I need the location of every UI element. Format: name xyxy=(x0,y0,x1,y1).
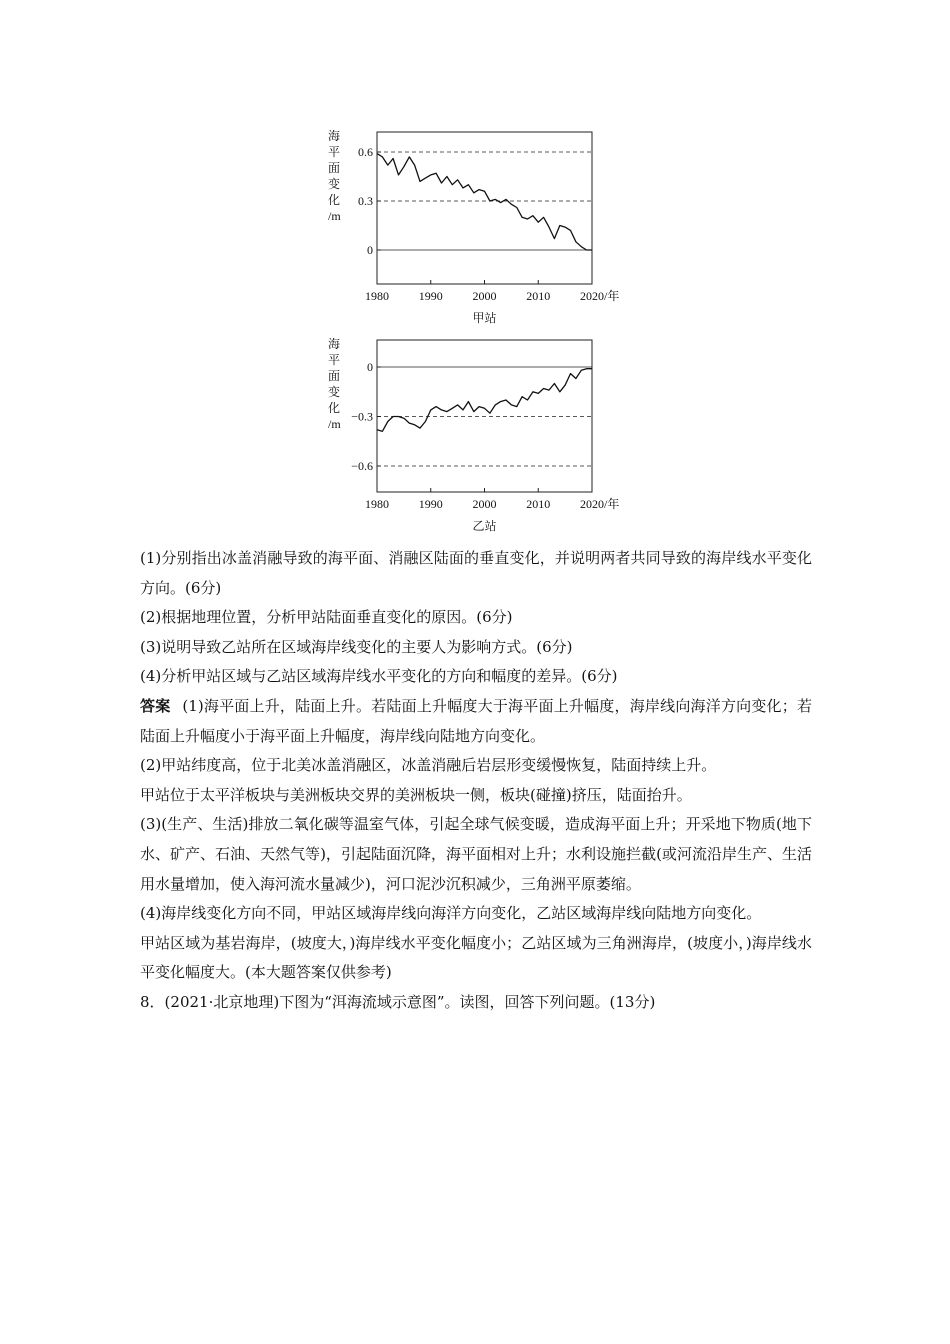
x-axis-label: /年 xyxy=(604,289,620,303)
x-tick-label: 1980 xyxy=(365,497,389,511)
answer-2b: 甲站位于太平洋板块与美洲板块交界的美洲板块一侧，板块(碰撞)挤压，陆面抬升。 xyxy=(140,785,692,804)
document-body xyxy=(140,544,812,1018)
answer-2a: (2)甲站纬度高，位于北美冰盖消融区，冰盖消融后岩层形变缓慢恢复，陆面持续上升。 xyxy=(140,756,717,775)
series-line xyxy=(377,154,592,250)
chart-station-yi xyxy=(320,330,640,538)
y-axis-label-char: 面 xyxy=(328,161,341,175)
chart-jia-svg xyxy=(320,122,640,330)
chart-caption: 乙站 xyxy=(472,519,497,533)
y-tick-label: 0.3 xyxy=(358,194,373,208)
x-tick-label: 2020 xyxy=(580,497,604,511)
y-axis-label-char: 化 xyxy=(328,193,341,207)
chart-caption: 甲站 xyxy=(472,311,497,325)
answer-label: 答案 xyxy=(140,696,171,715)
x-tick-label: 1990 xyxy=(418,497,443,511)
question-4: (4)分析甲站区域与乙站区域海岸线水平变化的方向和幅度的差异。(6分) xyxy=(140,667,618,686)
answer-4b: 甲站区域为基岩海岸，(坡度大，)海岸线水平变化幅度小；乙站区域为三角洲海岸，(坡度小，)海岸线水平变化幅度大。(本大题答案仅供参考) xyxy=(140,933,812,982)
question-2: (2)根据地理位置，分析甲站陆面垂直变化的原因。(6分) xyxy=(140,608,513,627)
y-tick-label: 0.6 xyxy=(358,145,373,159)
x-tick-label: 2000 xyxy=(472,289,497,303)
y-axis-label-char: 平 xyxy=(328,353,341,367)
series-line xyxy=(377,369,592,432)
y-tick-label: −0.3 xyxy=(351,409,373,424)
y-axis-label-char: /m xyxy=(328,209,341,223)
y-axis-label-char: 海 xyxy=(328,129,341,143)
x-tick-label: 1990 xyxy=(418,289,443,303)
x-tick-label: 2010 xyxy=(526,289,551,303)
question-1: (1)分别指出冰盖消融导致的海平面、消融区陆面的垂直变化，并说明两者共同导致的海岸线水平变化方向。(6分) xyxy=(140,549,812,597)
plot-frame xyxy=(377,340,592,492)
answer-1 xyxy=(140,692,812,751)
x-axis-label: /年 xyxy=(604,497,620,511)
next-question: 8．(2021·北京地理)下图为“洱海流域示意图”。读图，回答下列问题。(13分) xyxy=(140,992,656,1011)
y-tick-label: 0 xyxy=(367,360,373,374)
answer-3: (3)(生产、生活)排放二氧化碳等温室气体，引起全球气候变暖，造成海平面上升；开采地下物质(地下水、矿产、石油、天然气等)，引起陆面沉降，海平面相对上升；水利设施拦截(或河流沿岸生产、生活用水量增加，使入海河流水量减少)，河口泥沙沉积减少，三角洲平原萎缩。 xyxy=(140,815,812,893)
plot-frame xyxy=(377,132,592,284)
x-tick-label: 1980 xyxy=(365,289,389,303)
x-tick-label: 2020 xyxy=(580,289,604,303)
x-tick-label: 2000 xyxy=(472,497,497,511)
y-tick-label: 0 xyxy=(367,243,373,257)
x-tick-label: 2010 xyxy=(526,497,551,511)
question-3: (3)说明导致乙站所在区域海岸线变化的主要人为影响方式。(6分) xyxy=(140,637,573,656)
answer-4a: (4)海岸线变化方向不同，甲站区域海岸线向海洋方向变化，乙站区域海岸线向陆地方向变化。 xyxy=(140,904,762,923)
y-tick-label: −0.6 xyxy=(351,459,373,473)
answer-1-text: (1)海平面上升，陆面上升。若陆面上升幅度大于海平面上升幅度，海岸线向海洋方向变化；若陆面上升幅度小于海平面上升幅度，海岸线向陆地方向变化。 xyxy=(140,696,812,745)
y-axis-label-char: 面 xyxy=(328,369,341,383)
y-axis-label-char: 平 xyxy=(328,145,341,159)
y-axis-label-char: 变 xyxy=(328,177,341,191)
chart-station-jia xyxy=(320,122,640,330)
y-axis-label-char: 海 xyxy=(328,337,341,351)
y-axis-label-char: /m xyxy=(328,417,341,431)
y-axis-label-char: 变 xyxy=(328,385,341,399)
chart-yi-svg xyxy=(320,330,640,538)
y-axis-label-char: 化 xyxy=(328,401,341,415)
